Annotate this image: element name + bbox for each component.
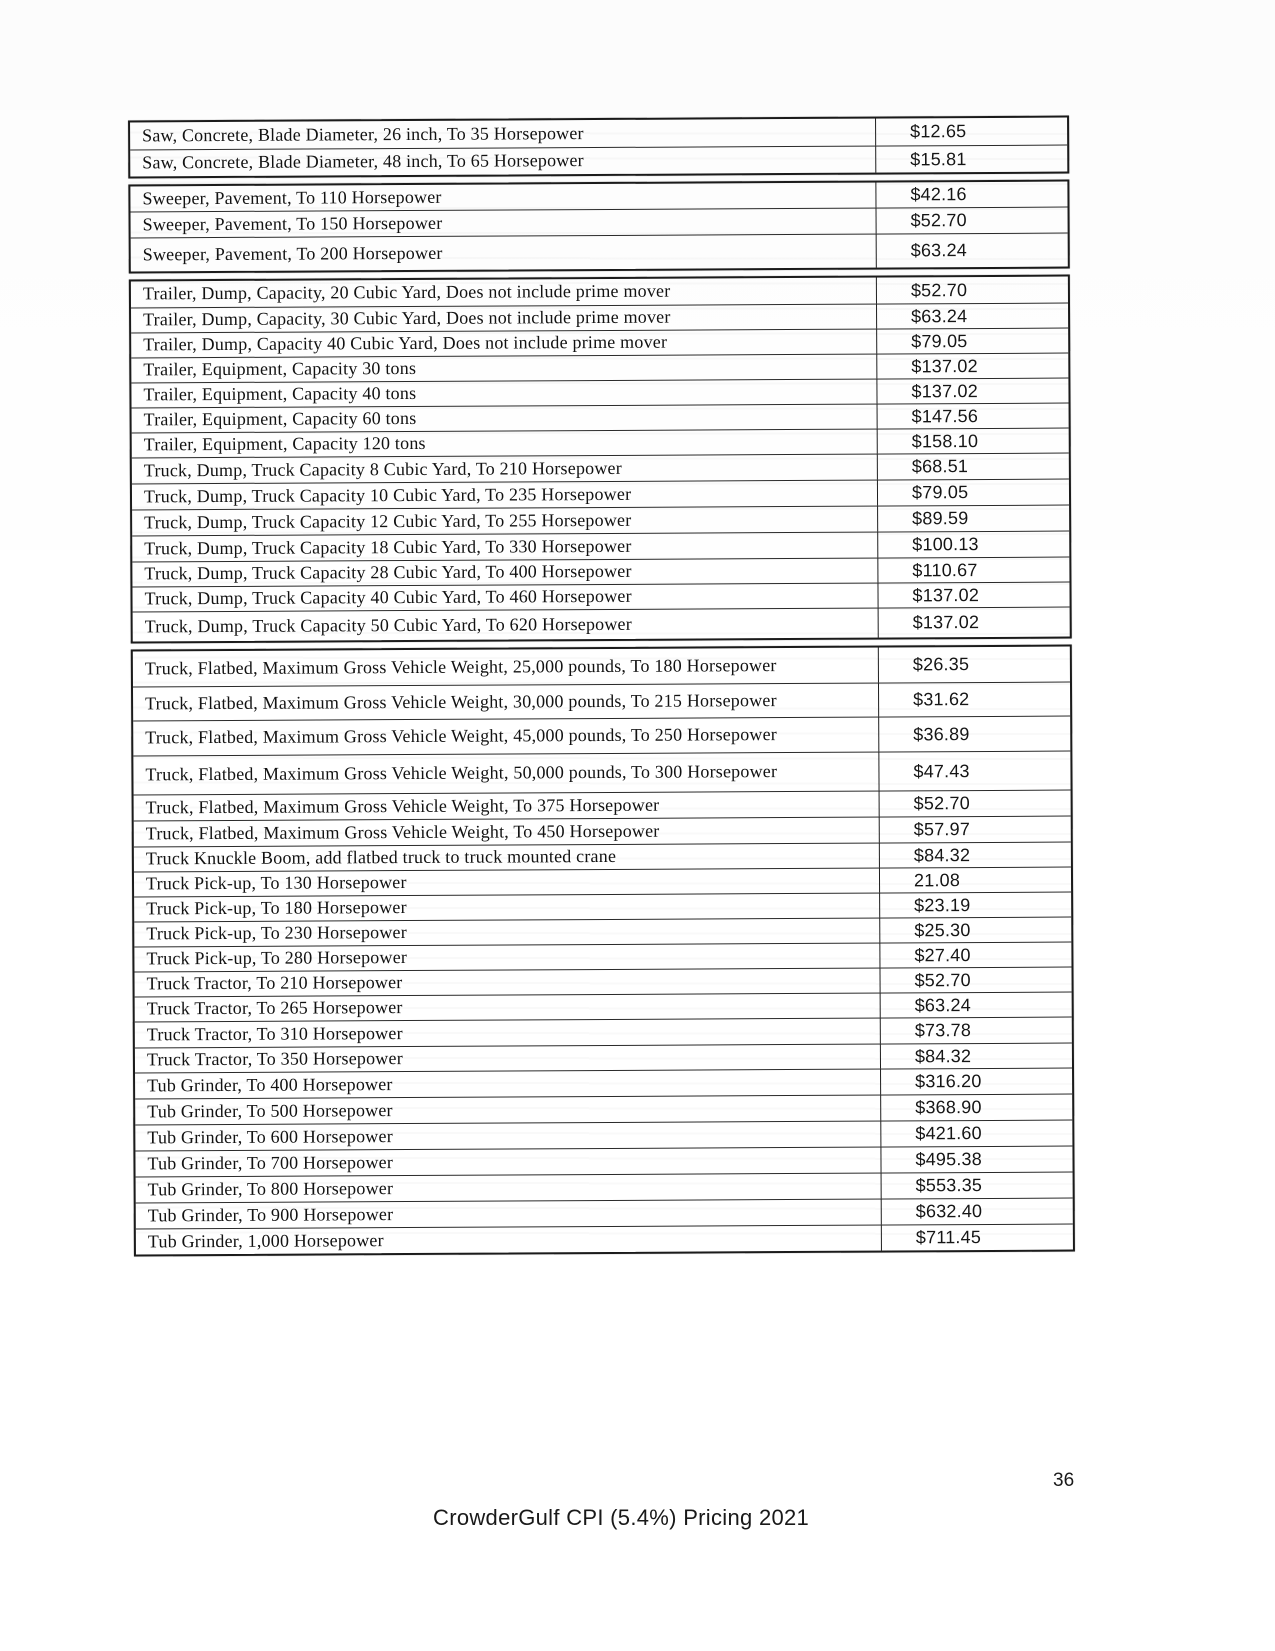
item-price: $421.60 [880,1121,1072,1147]
item-description: Truck Tractor, To 350 Horsepower [146,1048,403,1070]
table-row [130,182,1067,212]
table-group [128,180,1069,274]
item-price: $68.51 [877,454,1069,480]
item-price: $147.56 [877,404,1069,429]
item-price: $632.40 [881,1199,1073,1225]
item-description: Saw, Concrete, Blade Diameter, 48 inch, To 65 Horsepower [142,150,584,173]
item-description: Truck Pick-up, To 280 Horsepower [146,947,408,969]
item-description: Truck, Flatbed, Maximum Gross Vehicle Weight, To 375 Horsepower [145,794,660,817]
table-row [134,917,1071,947]
item-price: $495.38 [880,1147,1072,1173]
item-description: Saw, Concrete, Blade Diameter, 26 inch, To 35 Horsepower [142,122,584,145]
item-price: 21.08 [879,868,1071,893]
table-row [131,328,1068,358]
item-price: $23.19 [879,893,1071,918]
item-price: $52.70 [879,968,1071,993]
item-description: Truck Pick-up, To 180 Horsepower [146,897,407,919]
item-description: Truck, Dump, Truck Capacity 40 Cubic Yard, To 460 Horsepower [144,585,632,609]
item-description: Trailer, Dump, Capacity 40 Cubic Yard, Does not include prime mover [143,331,668,355]
item-description: Truck, Flatbed, Maximum Gross Vehicle Weight, 30,000 pounds, To 215 Horsepower [145,689,777,713]
item-description: Tub Grinder, To 800 Horsepower [147,1177,394,1199]
item-price: $27.40 [879,943,1071,968]
table-row [131,303,1068,333]
item-price: $553.35 [881,1173,1073,1199]
item-description: Truck, Flatbed, Maximum Gross Vehicle Weight, 25,000 pounds, To 180 Horsepower [144,654,777,678]
item-description: Trailer, Dump, Capacity, 30 Cubic Yard, Does not include prime mover [143,306,671,330]
table-group [131,645,1075,1257]
table-row [134,967,1071,997]
item-description: Truck, Flatbed, Maximum Gross Vehicle Weight, To 450 Horsepower [145,820,660,843]
pricing-table [128,116,1075,1257]
item-description: Trailer, Equipment, Capacity 30 tons [143,358,417,380]
item-price: $12.65 [875,118,1067,146]
item-price: $137.02 [877,583,1069,608]
table-row [133,647,1070,687]
item-price: $110.67 [877,558,1069,583]
item-description: Truck Knuckle Boom, add flatbed truck to truck mounted crane [145,846,617,869]
item-price: $25.30 [879,918,1071,943]
table-row [135,1120,1072,1151]
item-price: $73.78 [880,1018,1072,1044]
table-row [133,682,1070,721]
item-price: $316.20 [880,1069,1072,1095]
table-row [135,1094,1072,1125]
item-description: Trailer, Dump, Capacity, 20 Cubic Yard, Does not include prime mover [142,280,671,304]
table-row [132,453,1069,484]
table-row [134,892,1071,922]
table-group [129,275,1072,644]
item-price: $711.45 [881,1225,1073,1251]
item-description: Tub Grinder, To 700 Horsepower [147,1151,394,1173]
table-row [132,505,1069,536]
item-price: $158.10 [877,429,1069,454]
item-price: $42.16 [875,182,1067,208]
table-row [134,816,1071,847]
table-row [132,531,1069,562]
item-price: $15.81 [875,146,1067,173]
item-price: $79.05 [877,480,1069,506]
item-price: $63.24 [876,304,1068,329]
item-description: Truck, Dump, Truck Capacity 18 Cubic Yard, To 330 Horsepower [144,535,632,558]
table-row [132,557,1069,587]
item-price: $137.02 [876,379,1068,404]
item-price: $52.70 [879,791,1071,817]
item-description: Truck Pick-up, To 130 Horsepower [145,872,407,894]
item-price: $137.02 [876,354,1068,379]
item-description: Truck Tractor, To 210 Horsepower [146,972,403,994]
item-description: Truck, Dump, Truck Capacity 28 Cubic Yard, To 400 Horsepower [144,560,632,584]
table-row [136,1224,1073,1255]
table-row [131,233,1068,272]
item-price: $368.90 [880,1095,1072,1121]
item-description: Sweeper, Pavement, To 110 Horsepower [142,186,442,208]
item-description: Truck Tractor, To 265 Horsepower [146,997,403,1019]
table-row [131,277,1068,308]
item-description: Trailer, Equipment, Capacity 120 tons [143,433,426,455]
item-description: Truck, Dump, Truck Capacity 50 Cubic Yard, To 620 Horsepower [144,613,632,636]
item-description: Truck, Flatbed, Maximum Gross Vehicle Weight, 45,000 pounds, To 250 Horsepower [145,724,777,748]
item-description: Sweeper, Pavement, To 150 Horsepower [142,212,443,234]
table-row [135,1043,1072,1073]
page-number: 36 [1053,1470,1075,1491]
item-price: $47.43 [878,752,1070,791]
table-row [136,1198,1073,1229]
table-row [132,479,1069,510]
item-price: $63.24 [876,234,1068,268]
table-row [132,428,1069,458]
table-group [128,116,1069,179]
item-price: $84.32 [879,843,1071,868]
item-price: $36.89 [878,717,1070,752]
item-price: $63.24 [880,993,1072,1018]
item-description: Tub Grinder, To 400 Horsepower [147,1073,393,1095]
table-row [136,1172,1073,1203]
footer-title: CrowderGulf CPI (5.4%) Pricing 2021 [433,1505,810,1530]
table-row [135,1146,1072,1177]
table-row [134,790,1071,821]
item-description: Truck, Dump, Truck Capacity 10 Cubic Yard, To 235 Horsepower [143,483,632,506]
table-row [135,1068,1072,1099]
table-row [132,582,1069,612]
table-row [135,1017,1072,1048]
table-row [134,867,1071,897]
table-row [130,118,1067,150]
item-description: Truck Tractor, To 310 Horsepower [146,1022,403,1044]
item-description: Truck, Dump, Truck Capacity 8 Cubic Yard, To 210 Horsepower [143,457,622,480]
table-row [133,607,1070,642]
item-description: Truck, Flatbed, Maximum Gross Vehicle Weight, 50,000 pounds, To 300 Horsepower [145,761,778,785]
item-description: Tub Grinder, 1,000 Horsepower [147,1229,384,1251]
item-description: Tub Grinder, To 600 Horsepower [147,1125,393,1147]
item-price: $79.05 [876,329,1068,354]
item-price: $137.02 [878,608,1070,638]
item-price: $84.32 [880,1044,1072,1069]
table-row [132,403,1069,433]
item-description: Tub Grinder, To 900 Horsepower [147,1203,394,1225]
item-description: Truck, Dump, Truck Capacity 12 Cubic Yard, To 255 Horsepower [144,509,632,532]
item-price: $52.70 [876,277,1068,304]
table-row [133,716,1070,756]
table-row [131,378,1068,408]
item-description: Trailer, Equipment, Capacity 40 tons [143,383,417,405]
item-price: $52.70 [876,208,1068,234]
item-price: $31.62 [878,683,1070,717]
item-description: Truck Pick-up, To 230 Horsepower [146,922,407,944]
item-description: Sweeper, Pavement, To 200 Horsepower [142,242,443,264]
table-row [134,942,1071,972]
table-row [135,992,1072,1022]
table-row [133,751,1070,795]
item-price: $26.35 [878,647,1070,683]
table-row [131,353,1068,383]
item-description: Trailer, Equipment, Capacity 60 tons [143,408,417,430]
item-price: $89.59 [877,506,1069,532]
item-price: $100.13 [877,532,1069,558]
item-price: $57.97 [879,817,1071,843]
item-description: Tub Grinder, To 500 Horsepower [147,1099,393,1121]
table-row [131,207,1068,238]
table-row [130,145,1067,177]
table-row [134,842,1071,872]
